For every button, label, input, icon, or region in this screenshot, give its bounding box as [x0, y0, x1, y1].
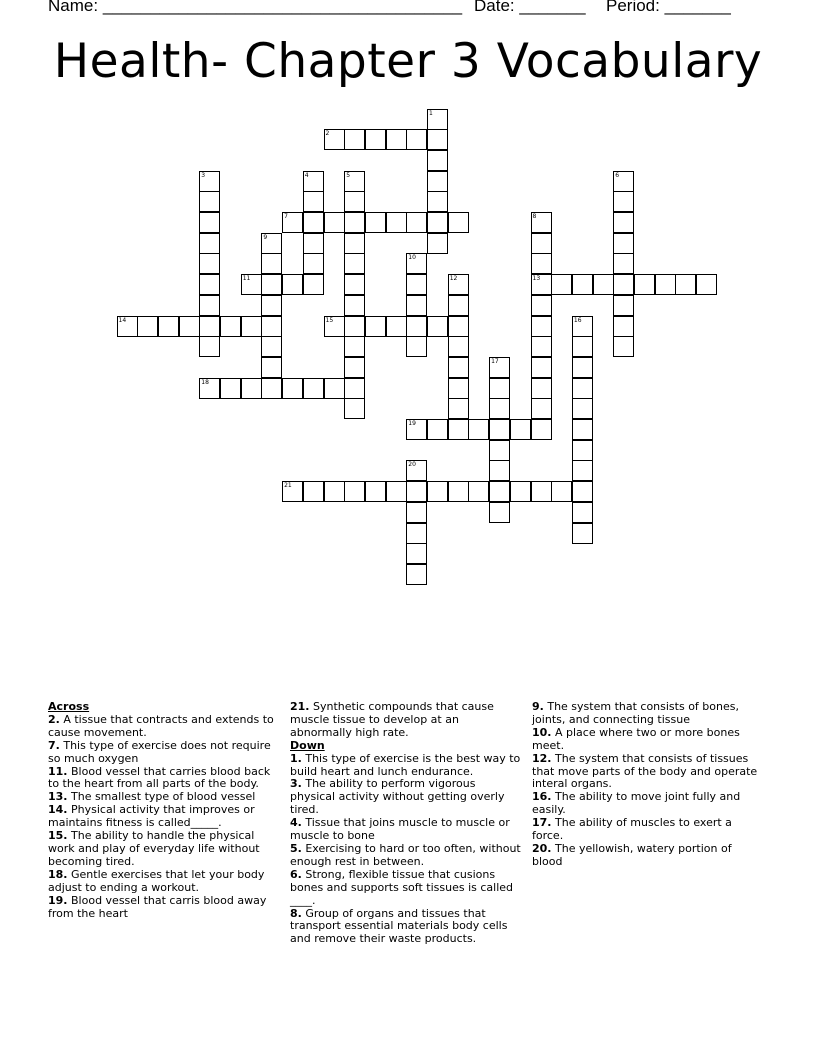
clue-across-14 [48, 804, 280, 830]
grid-cell[interactable] [572, 336, 593, 357]
grid-cell[interactable] [675, 274, 696, 295]
clue-number: 13. [48, 790, 68, 804]
name-blank: ______________________________________ [102, 0, 463, 15]
grid-cell[interactable] [158, 316, 179, 337]
grid-cell[interactable] [613, 253, 634, 274]
grid-cell[interactable] [572, 523, 593, 544]
grid-cell[interactable] [593, 274, 614, 295]
clue-across-18 [48, 869, 280, 895]
grid-cell[interactable] [199, 212, 220, 233]
grid-cell[interactable] [696, 274, 717, 295]
grid-cell[interactable] [572, 419, 593, 440]
grid-cell[interactable] [572, 274, 593, 295]
grid-cell[interactable] [199, 233, 220, 254]
grid-cell[interactable] [572, 502, 593, 523]
clue-text: The system that consists of bones, joints, and connecting tissue [532, 700, 739, 726]
grid-cell[interactable] [282, 274, 303, 295]
grid-cell[interactable] [572, 398, 593, 419]
grid-cell[interactable] [386, 316, 407, 337]
clue-number-label: 20 [408, 461, 416, 469]
grid-cell[interactable] [261, 295, 282, 316]
grid-cell[interactable] [344, 316, 365, 337]
grid-cell[interactable] [489, 378, 510, 399]
grid-cell[interactable] [282, 378, 303, 399]
grid-cell[interactable] [406, 336, 427, 357]
grid-cell[interactable] [220, 316, 241, 337]
grid-cell[interactable] [344, 398, 365, 419]
clue-number: 9. [532, 700, 544, 713]
clue-column-1 [48, 701, 280, 920]
clue-across-15 [48, 830, 280, 869]
clue-across-7 [48, 740, 280, 766]
grid-cell[interactable] [344, 212, 365, 233]
grid-cell[interactable] [613, 316, 634, 337]
clue-number: 17. [532, 816, 552, 830]
grid-cell[interactable] [386, 481, 407, 502]
grid-cell[interactable] [427, 316, 448, 337]
period-blank: _______ [664, 0, 731, 15]
clue-text: The smallest type of blood vessel [71, 790, 256, 804]
clue-number: 12. [532, 751, 552, 765]
grid-cell[interactable] [572, 460, 593, 481]
grid-cell[interactable] [406, 523, 427, 544]
grid-cell[interactable] [448, 212, 469, 233]
grid-cell[interactable] [427, 212, 448, 233]
grid-cell[interactable] [572, 481, 593, 502]
date-label: Date: [474, 0, 515, 15]
grid-cell[interactable] [179, 316, 200, 337]
clue-text: Synthetic compounds that cause muscle tissue to develop at an abnormally high rate. [290, 700, 494, 739]
clue-number-label: 5 [346, 171, 351, 179]
grid-cell[interactable] [551, 481, 572, 502]
grid-cell[interactable] [531, 253, 552, 274]
grid-cell[interactable] [303, 233, 324, 254]
clue-number-label: 2 [325, 130, 330, 138]
grid-cell[interactable] [489, 398, 510, 419]
clue-text: Physical activity that improves or maintains fitness is called_____. [48, 803, 255, 830]
grid-cell[interactable] [344, 233, 365, 254]
grid-cell[interactable] [489, 502, 510, 523]
grid-cell[interactable] [613, 274, 634, 295]
grid-cell[interactable] [613, 295, 634, 316]
clue-number-label: 1 [429, 109, 433, 117]
grid-cell[interactable] [531, 357, 552, 378]
grid-cell[interactable] [365, 212, 386, 233]
clue-number-label: 19 [408, 420, 416, 427]
clue-number: 11. [48, 764, 68, 778]
clue-text: Blood vessel that carris blood away from the heart [48, 893, 267, 920]
grid-cell[interactable] [344, 295, 365, 316]
grid-cell[interactable] [613, 212, 634, 233]
grid-cell[interactable] [489, 460, 510, 481]
clue-down-3 [290, 778, 522, 817]
clue-column-3 [532, 701, 764, 869]
clue-text: This type of exercise is the best way to build heart and lunch endurance. [290, 751, 521, 778]
clue-text: The yellowish, watery portion of blood [532, 841, 732, 868]
across-heading: Across [48, 700, 90, 713]
grid-cell[interactable] [303, 274, 324, 295]
grid-cell[interactable] [531, 398, 552, 419]
grid-cell[interactable] [344, 378, 365, 399]
clue-number: 14. [48, 803, 68, 817]
clue-number: 1. [290, 751, 302, 765]
clue-number: 21. [290, 700, 310, 713]
clue-down-8 [290, 908, 522, 947]
clue-number: 6. [290, 867, 302, 881]
clue-across-11 [48, 766, 280, 792]
grid-cell[interactable] [406, 274, 427, 295]
grid-cell[interactable] [613, 191, 634, 212]
grid-cell[interactable] [510, 419, 531, 440]
grid-cell[interactable] [489, 440, 510, 461]
grid-cell[interactable] [406, 295, 427, 316]
clue-down-1 [290, 753, 522, 779]
clue-number-label: 7 [284, 213, 288, 220]
page-title: Health- Chapter 3 Vocabulary [53, 34, 763, 89]
clue-number: 19. [48, 893, 68, 907]
clue-number: 7. [48, 738, 60, 752]
grid-cell[interactable] [427, 191, 448, 212]
grid-cell[interactable] [261, 357, 282, 378]
clue-text: Gentle exercises that let your body adjust to ending a workout. [48, 867, 265, 894]
clue-number-label: 4 [304, 171, 309, 179]
grid-cell[interactable] [344, 253, 365, 274]
grid-cell[interactable] [365, 129, 386, 150]
clue-across-21 [290, 701, 522, 740]
grid-cell[interactable] [344, 481, 365, 502]
grid-cell[interactable] [406, 212, 427, 233]
clue-text: Blood vessel that carries blood back to the heart from all parts of the body. [48, 764, 271, 791]
grid-cell[interactable] [303, 481, 324, 502]
clue-number: 4. [290, 816, 302, 830]
clue-number: 20. [532, 841, 552, 855]
grid-cell[interactable] [634, 274, 655, 295]
clue-number-label: 18 [201, 378, 209, 386]
clue-down-16 [532, 791, 764, 817]
grid-cell[interactable] [406, 129, 427, 150]
grid-cell[interactable] [448, 378, 469, 399]
clue-text: The ability to move joint fully and easily. [532, 790, 741, 817]
clue-text: A place where two or more bones meet. [532, 725, 740, 752]
grid-cell[interactable] [531, 419, 552, 440]
clue-number-label: 10 [408, 254, 416, 262]
period-label: Period: [606, 0, 660, 15]
grid-cell[interactable] [386, 129, 407, 150]
clue-across-19 [48, 895, 280, 921]
clue-text: This type of exercise does not require so much oxygen [48, 738, 271, 765]
grid-cell[interactable] [344, 336, 365, 357]
grid-cell[interactable] [199, 253, 220, 274]
grid-cell[interactable] [365, 481, 386, 502]
clue-down-20 [532, 843, 764, 869]
grid-cell[interactable] [241, 378, 262, 399]
clue-down-12 [532, 753, 764, 792]
clue-number-label: 21 [284, 482, 292, 490]
grid-cell[interactable] [572, 440, 593, 461]
grid-cell[interactable] [261, 274, 282, 295]
grid-cell[interactable] [531, 378, 552, 399]
clue-number: 16. [532, 790, 552, 804]
clue-number: 3. [290, 777, 302, 791]
grid-cell[interactable] [531, 336, 552, 357]
clue-across-2 [48, 714, 280, 740]
clue-text: Exercising to hard or too often, without enough rest in between. [290, 841, 521, 868]
clue-text: A tissue that contracts and extends to cause movement. [48, 712, 274, 739]
grid-cell[interactable] [344, 129, 365, 150]
grid-cell[interactable] [199, 295, 220, 316]
grid-cell[interactable] [406, 502, 427, 523]
grid-cell[interactable] [448, 295, 469, 316]
clue-down-9 [532, 701, 764, 727]
grid-cell[interactable] [220, 378, 241, 399]
grid-cell[interactable] [531, 233, 552, 254]
clue-number: 15. [48, 829, 68, 843]
grid-cell[interactable] [448, 398, 469, 419]
grid-cell[interactable] [406, 543, 427, 564]
grid-cell[interactable] [386, 212, 407, 233]
grid-cell[interactable] [427, 171, 448, 192]
clue-number-label: 6 [615, 171, 620, 179]
grid-cell[interactable] [406, 316, 427, 337]
grid-cell[interactable] [344, 357, 365, 378]
clue-number: 10. [532, 725, 552, 739]
grid-cell[interactable] [406, 481, 427, 502]
clue-number-label: 17 [491, 357, 499, 365]
clue-number-label: 11 [242, 275, 251, 283]
grid-cell[interactable] [489, 481, 510, 502]
clue-down-6 [290, 869, 522, 908]
clue-number-label: 13 [532, 275, 541, 283]
grid-cell[interactable] [427, 129, 448, 150]
grid-cell[interactable] [531, 295, 552, 316]
grid-cell[interactable] [427, 419, 448, 440]
clue-number-label: 16 [573, 316, 582, 324]
grid-cell[interactable] [261, 253, 282, 274]
grid-cell[interactable] [448, 316, 469, 337]
grid-cell[interactable] [531, 316, 552, 337]
grid-cell[interactable] [468, 419, 489, 440]
grid-cell[interactable] [261, 336, 282, 357]
clue-down-10 [532, 727, 764, 753]
clue-number-label: 12 [449, 275, 458, 283]
clue-number: 5. [290, 841, 302, 855]
grid-cell[interactable] [448, 336, 469, 357]
grid-cell[interactable] [572, 357, 593, 378]
grid-cell[interactable] [261, 316, 282, 337]
clue-down-4 [290, 817, 522, 843]
grid-cell[interactable] [427, 233, 448, 254]
grid-cell[interactable] [613, 233, 634, 254]
grid-cell[interactable] [199, 191, 220, 212]
clue-number: 18. [48, 867, 68, 881]
clue-number-label: 8 [532, 213, 537, 220]
grid-cell[interactable] [406, 564, 427, 585]
grid-cell[interactable] [655, 274, 676, 295]
clue-text: The system that consists of tissues that move parts of the body and operate interal organs. [532, 751, 758, 791]
clue-number-label: 15 [325, 316, 334, 324]
grid-cell[interactable] [303, 253, 324, 274]
grid-cell[interactable] [613, 336, 634, 357]
grid-cell[interactable] [427, 481, 448, 502]
grid-cell[interactable] [324, 212, 345, 233]
date-blank: _______ [519, 0, 586, 15]
clue-text: The ability to handle the physical work and play of everyday life without becoming tired. [48, 829, 260, 868]
clue-text: The ability to perform vigorous physical activity without getting overly tired. [290, 777, 505, 817]
grid-cell[interactable] [572, 378, 593, 399]
grid-cell[interactable] [448, 481, 469, 502]
grid-cell[interactable] [199, 316, 220, 337]
grid-cell[interactable] [303, 212, 324, 233]
grid-cell[interactable] [324, 481, 345, 502]
clue-down-5 [290, 843, 522, 869]
grid-cell[interactable] [303, 191, 324, 212]
clue-column-2 [290, 701, 522, 946]
clue-text: Group of organs and tissues that transport essential materials body cells and remove their waste products. [290, 906, 508, 946]
clue-down-17 [532, 817, 764, 843]
grid-cell[interactable] [448, 357, 469, 378]
grid-cell[interactable] [324, 378, 345, 399]
clue-number: 2. [48, 712, 60, 726]
grid-cell[interactable] [489, 419, 510, 440]
grid-cell[interactable] [261, 378, 282, 399]
grid-cell[interactable] [448, 419, 469, 440]
down-heading: Down [290, 738, 325, 752]
grid-cell[interactable] [137, 316, 158, 337]
grid-cell[interactable] [365, 316, 386, 337]
grid-cell[interactable] [199, 274, 220, 295]
grid-cell[interactable] [199, 336, 220, 357]
grid-cell[interactable] [551, 274, 572, 295]
grid-cell[interactable] [303, 378, 324, 399]
name-label: Name: [48, 0, 99, 15]
clue-number-label: 9 [263, 233, 268, 241]
clue-text: The ability of muscles to exert a force. [532, 816, 732, 843]
clue-text: Tissue that joins muscle to muscle or muscle to bone [290, 816, 510, 843]
clue-number-label: 14 [118, 316, 127, 324]
grid-cell[interactable] [344, 191, 365, 212]
clue-number-label: 3 [201, 171, 206, 179]
grid-cell[interactable] [468, 481, 489, 502]
clue-number: 8. [290, 906, 302, 920]
grid-cell[interactable] [427, 150, 448, 171]
grid-cell[interactable] [241, 316, 262, 337]
grid-cell[interactable] [344, 274, 365, 295]
grid-cell[interactable] [510, 481, 531, 502]
grid-cell[interactable] [531, 481, 552, 502]
clue-text: Strong, flexible tissue that cusions bones and supports soft tissues is called ____. [290, 867, 514, 907]
